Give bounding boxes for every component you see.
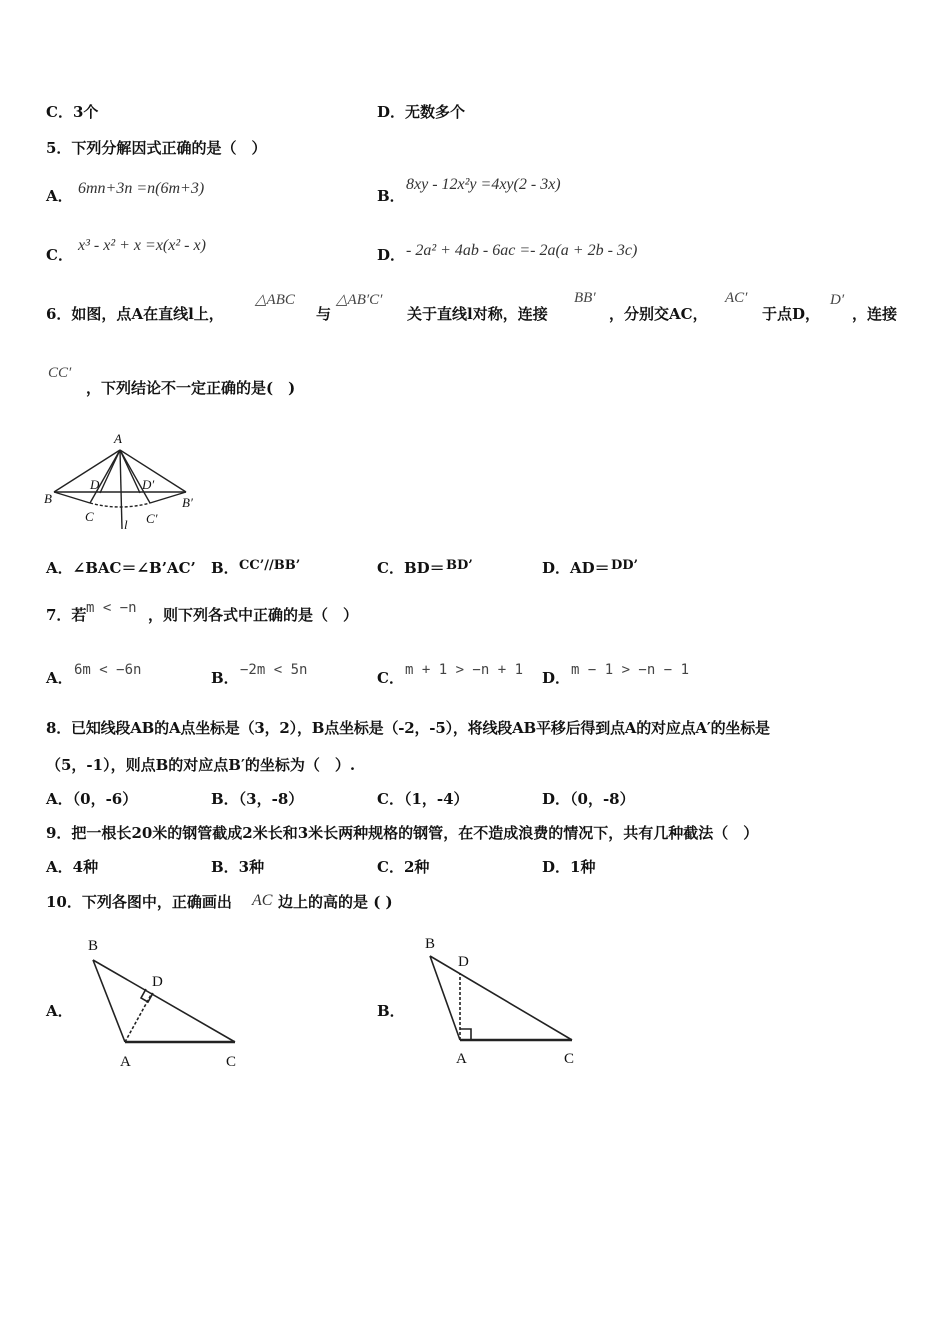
q7-condition: m < −n	[86, 600, 137, 616]
fig-b-label-C: C	[564, 1051, 575, 1067]
q10-b-label: B．	[377, 1002, 405, 1020]
q6-option-b-label: B．	[211, 559, 239, 577]
fig-b-label-D: D	[458, 954, 469, 970]
q10-figure-a	[80, 930, 250, 1075]
q5-d-expr: - 2a² + 4ab - 6ac =- 2a(a + 2b - 3c)	[406, 242, 638, 259]
fig-a-label-B: B	[88, 938, 99, 954]
q8-stem-line2: （5，-1），则点B的对应点B′的坐标为（ ）.	[46, 756, 356, 774]
q6-math-abc: △ABC	[255, 292, 295, 308]
q6-stem-part5: 于点D，	[762, 305, 821, 323]
q5-a-label: A．	[46, 187, 73, 205]
q9-stem: 9．把一根长20米的钢管截成2米长和3米长两种规格的钢管，在不造成浪费的情况下，共有几种截法（ ）	[46, 824, 759, 842]
fig-a-label-A: A	[120, 1054, 131, 1070]
q6-stem-part6: ，连接	[852, 305, 898, 323]
q9-option-a: A．4种	[46, 858, 99, 876]
q8-option-a: A．（0，-6）	[46, 790, 138, 808]
q6-stem-part7: ，下列结论不一定正确的是( )	[86, 379, 296, 397]
q4-option-c: C．3个	[46, 103, 99, 121]
q6-math-bb-prime: BB′	[574, 290, 596, 306]
q9-option-c: C．2种	[377, 858, 430, 876]
q6-math-cc-prime: CC′	[48, 365, 72, 381]
q6-math-abc-prime: △AB′C′	[336, 292, 383, 308]
q8-option-d: D．（0，-8）	[542, 790, 635, 808]
label-B: B	[44, 491, 52, 506]
q7-d-label: D．	[542, 669, 571, 687]
q10-stem-part1: 10．下列各图中，正确画出	[46, 893, 232, 911]
q6-option-b-text: CC’//BB’	[239, 558, 301, 573]
q7-d-expr: m − 1 > −n − 1	[571, 662, 690, 678]
q7-c-expr: m + 1 > −n + 1	[405, 662, 524, 678]
q6-option-d-text: DD’	[611, 558, 639, 573]
label-C-prime: C′	[146, 511, 158, 526]
label-D: D	[90, 477, 100, 492]
q5-stem: 5．下列分解因式正确的是（ ）	[46, 139, 267, 157]
fig-b-label-B: B	[425, 936, 436, 952]
q7-a-label: A．	[46, 669, 73, 687]
label-D-prime: D′	[142, 477, 155, 492]
q4-option-d: D．无数多个	[377, 103, 466, 121]
q6-option-c-label: C．BD＝	[377, 559, 445, 577]
q5-d-label: D．	[377, 246, 406, 264]
q6-stem-part2: 与	[316, 305, 332, 323]
q7-b-expr: −2m < 5n	[240, 662, 308, 678]
q7-c-label: C．	[377, 669, 404, 687]
label-C: C	[85, 509, 94, 524]
fig-b-label-A: A	[456, 1051, 467, 1067]
q6-figure	[40, 425, 210, 535]
q10-stem-part2: 边上的高的是 ( )	[278, 893, 393, 911]
q7-a-expr: 6m < −6n	[74, 662, 142, 678]
q6-stem-part4: ，分别交AC，	[609, 305, 708, 323]
fig-a-label-D: D	[152, 974, 163, 990]
q10-math-ac: AC	[252, 892, 273, 909]
q10-a-label: A．	[46, 1002, 73, 1020]
q5-c-expr: x³ - x² + x =x(x² - x)	[78, 237, 206, 254]
label-B-prime: B′	[182, 495, 193, 510]
label-A: A	[114, 431, 122, 446]
q6-math-ac-prime: AC′	[725, 290, 748, 306]
q9-option-d: D．1种	[542, 858, 596, 876]
q6-math-d-prime: D′	[830, 292, 845, 308]
q5-a-expr: 6mn+3n =n(6m+3)	[78, 180, 205, 197]
q7-b-label: B．	[211, 669, 239, 687]
q6-option-a: A．∠BAC＝∠B’AC’	[46, 559, 196, 577]
q6-stem-part1: 6．如图，点A在直线l上，	[46, 305, 224, 323]
q6-option-c-text: BD’	[446, 558, 473, 573]
q5-c-label: C．	[46, 246, 73, 264]
q8-stem-line1: 8．已知线段AB的A点坐标是（3，2），B点坐标是（-2，-5），将线段AB平移后得到点A的对应点A′的坐标是	[46, 719, 770, 737]
line-l	[120, 450, 122, 529]
q8-option-b: B．（3，-8）	[211, 790, 304, 808]
q5-b-label: B．	[377, 187, 405, 205]
q6-stem-part3: 关于直线l对称，连接	[407, 305, 548, 323]
fig-a-label-C: C	[226, 1054, 237, 1070]
q7-stem-part1: 7．若	[46, 606, 87, 624]
q9-option-b: B．3种	[211, 858, 265, 876]
label-l: l	[124, 517, 128, 532]
q5-b-expr: 8xy - 12x²y =4xy(2 - 3x)	[406, 176, 561, 193]
q6-option-d-label: D．AD＝	[542, 559, 610, 577]
q10-figure-b	[415, 928, 585, 1073]
q7-stem-part2: ，则下列各式中正确的是（ ）	[148, 606, 359, 624]
q8-option-c: C．（1，-4）	[377, 790, 469, 808]
